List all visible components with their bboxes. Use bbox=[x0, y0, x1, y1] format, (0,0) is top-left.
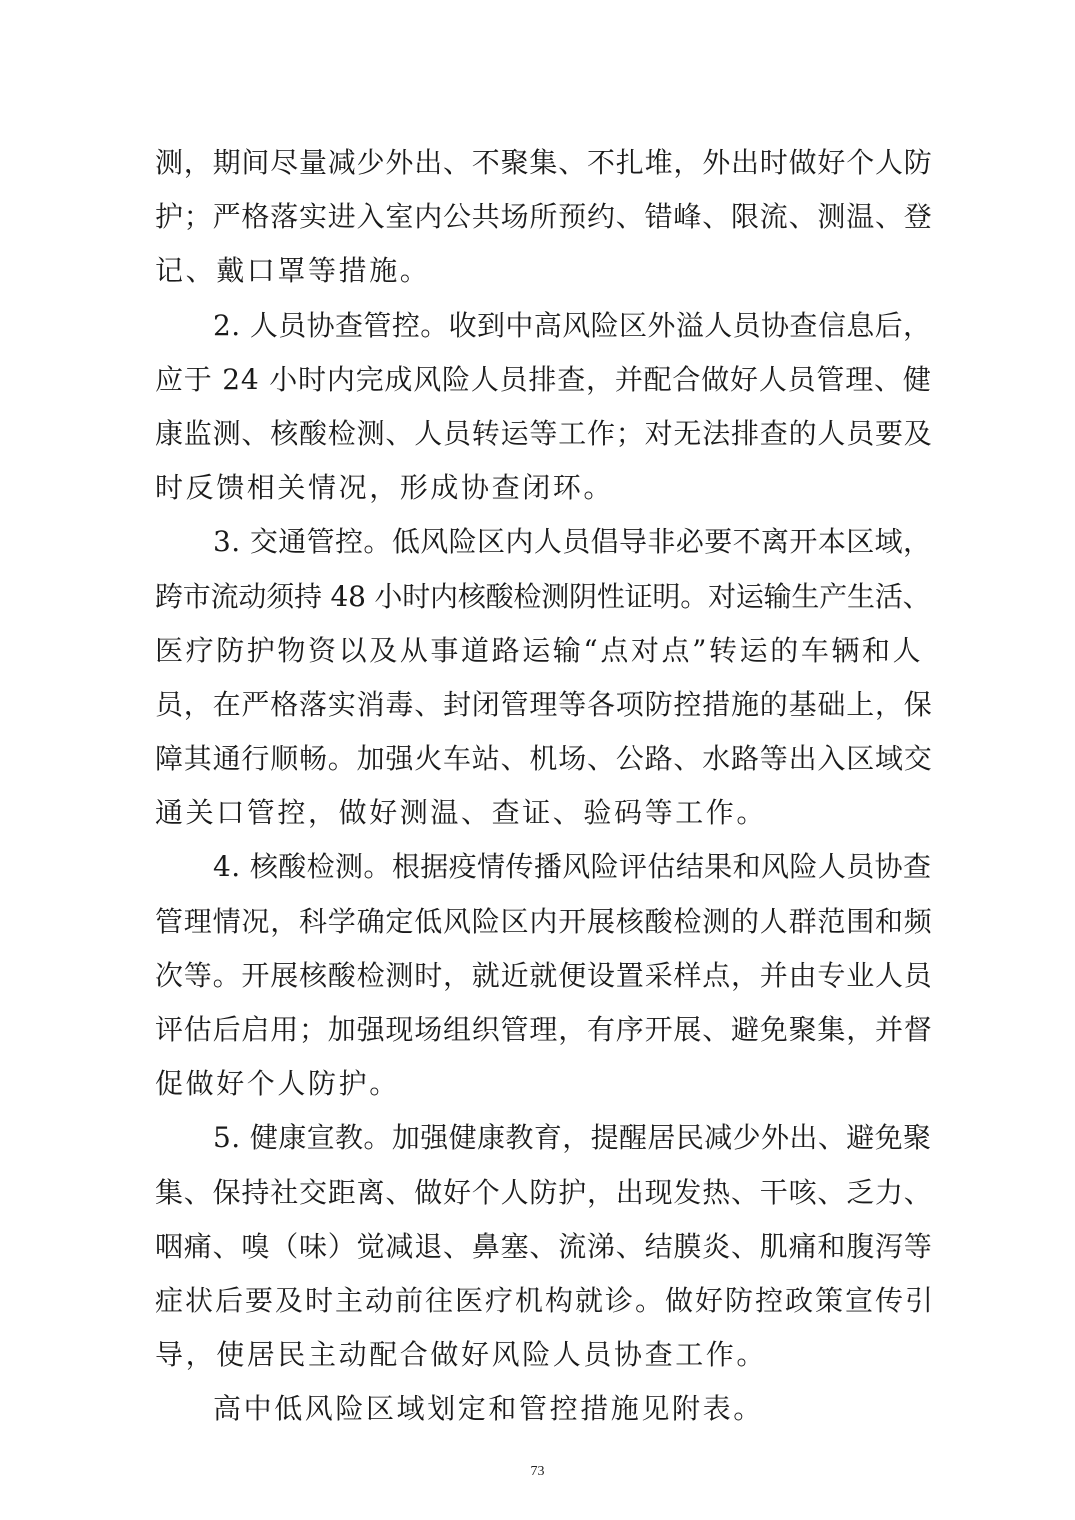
text-line-16: 次等。开展核酸检测时，就近就便设置采样点，并由专业人员 bbox=[155, 958, 933, 992]
item-5-heading-line: 5. 健康宣教。加强健康教育，提醒居民减少外出、避免聚 bbox=[213, 1121, 932, 1155]
body-text bbox=[155, 136, 935, 1437]
text-line-6: 康监测、核酸检测、人员转运等工作；对无法排查的人员要及 bbox=[155, 416, 933, 450]
text-line-20: 集、保持社交距离、做好个人防护，出现发热、干咳、乏力、 bbox=[155, 1175, 933, 1209]
text-line-23: 导，使居民主动配合做好风险人员协查工作。 bbox=[155, 1338, 768, 1372]
text-line-2: 护；严格落实进入室内公共场所预约、错峰、限流、测温、登 bbox=[155, 200, 933, 234]
text-line-15: 管理情况，科学确定低风险区内开展核酸检测的人群范围和频 bbox=[155, 904, 933, 938]
text-line-11: 员，在严格落实消毒、封闭管理等各项防控措施的基础上，保 bbox=[155, 687, 933, 721]
text-line-10: 医疗防护物资以及从事道路运输“点对点”转运的车辆和人 bbox=[155, 633, 924, 667]
text-line-7: 时反馈相关情况，形成协查闭环。 bbox=[155, 471, 615, 505]
text-line-22: 症状后要及时主动前往医疗机构就诊。做好防控政策宣传引 bbox=[155, 1283, 936, 1317]
text-line-13: 通关口管控，做好测温、查证、验码等工作。 bbox=[155, 796, 768, 830]
text-line-5: 应于 24 小时内完成风险人员排查，并配合做好人员管理、健 bbox=[155, 362, 932, 396]
item-3-heading-line: 3. 交通管控。低风险区内人员倡导非必要不离开本区域， bbox=[213, 525, 932, 559]
text-line-12: 障其通行顺畅。加强火车站、机场、公路、水路等出入区域交 bbox=[155, 742, 933, 776]
text-line-1: 测，期间尽量减少外出、不聚集、不扎堆，外出时做好个人防 bbox=[155, 146, 933, 179]
text-line-18: 促做好个人防护。 bbox=[155, 1067, 400, 1101]
text-line-3: 记、戴口罩等措施。 bbox=[155, 254, 431, 288]
text-line-9: 跨市流动须持 48 小时内核酸检测阴性证明。对运输生产生活、 bbox=[155, 579, 931, 613]
text-line-17: 评估后启用；加强现场组织管理，有序开展、避免聚集，并督 bbox=[155, 1013, 933, 1046]
text-line-21: 咽痛、嗅（味）觉减退、鼻塞、流涕、结膜炎、肌痛和腹泻等 bbox=[155, 1229, 933, 1263]
item-4-heading-line: 4. 核酸检测。根据疫情传播风险评估结果和风险人员协查 bbox=[213, 850, 932, 884]
item-2-heading-line: 2. 人员协查管控。收到中高风险区外溢人员协查信息后， bbox=[213, 308, 932, 342]
page-number: 73 bbox=[530, 1464, 545, 1479]
closing-line: 高中低风险区域划定和管控措施见附表。 bbox=[213, 1392, 764, 1426]
